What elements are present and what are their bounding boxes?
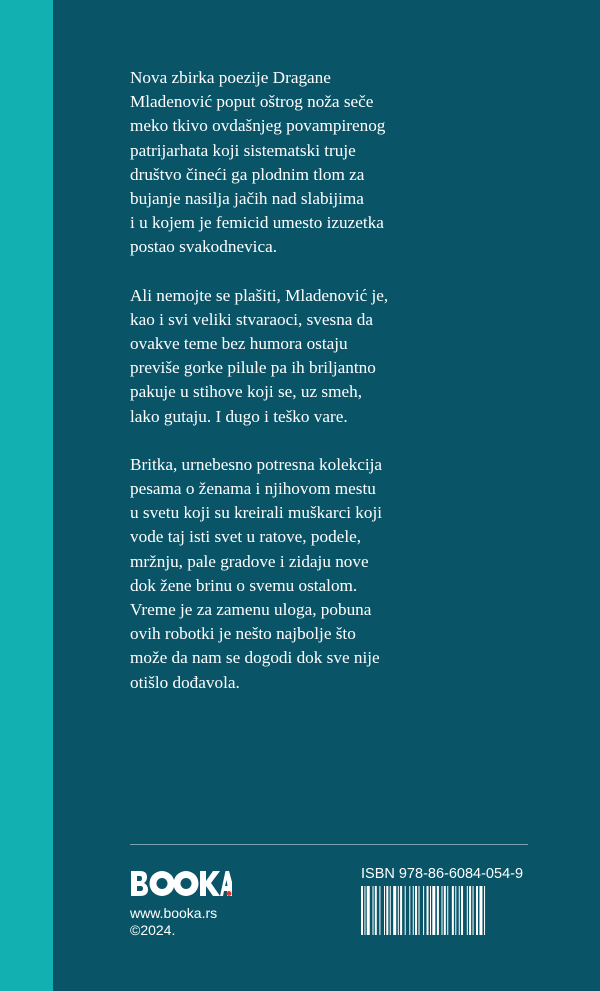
barcode-bar	[386, 886, 388, 935]
blurb-line: patrijarhata koji sistematski truje	[130, 140, 356, 160]
blurb-line: Vreme je za zamenu uloga, pobuna	[130, 600, 372, 620]
blurb-paragraph	[130, 284, 550, 429]
blurb-line: i u kojem je femicid umesto izuzetka	[130, 213, 384, 233]
blurb-paragraph	[130, 453, 550, 695]
barcode-bar	[432, 886, 435, 935]
barcode-bar	[442, 886, 443, 935]
barcode-bar	[461, 886, 463, 935]
barcode-bar	[473, 886, 474, 935]
back-cover-blurb	[130, 66, 550, 719]
barcode-bar	[409, 886, 410, 935]
spine-stripe	[0, 0, 53, 991]
blurb-line: pesama o ženama i njihovom mestu	[130, 479, 376, 499]
barcode-bar	[413, 886, 414, 935]
blurb-line: ovakve teme bez humora ostaju	[130, 334, 348, 354]
barcode-bar	[437, 886, 439, 935]
barcode-bar	[444, 886, 446, 935]
blurb-line: pakuje u stihove koji se, uz smeh,	[130, 382, 362, 402]
blurb-line: Ali nemojte se plašiti, Mladenović je,	[130, 285, 389, 305]
blurb-line: previše gorke pilule pa ih briljantno	[130, 358, 376, 378]
barcode-bar	[447, 886, 448, 935]
blurb-line: društvo čineći ga plodnim tlom za	[130, 164, 365, 184]
website-link[interactable]: www.booka.rs	[130, 905, 218, 921]
blurb-line: ovih robotki je nešto najbolje što	[130, 624, 356, 644]
barcode-bar	[476, 886, 478, 935]
barcode-bar	[452, 886, 454, 935]
barcode-bar	[384, 886, 385, 935]
barcode-bar	[375, 886, 377, 935]
barcode-bar	[405, 886, 406, 935]
barcode-bar	[364, 886, 365, 935]
barcode-bar	[367, 886, 370, 935]
isbn-label: ISBN 978-86-6084-054-9	[361, 866, 524, 882]
isbn-barcode	[361, 886, 528, 935]
barcode-bar	[415, 886, 417, 935]
barcode-bar	[419, 886, 420, 935]
barcode-bar	[427, 886, 429, 935]
blurb-line: kao i svi veliki stvaraoci, svesna da	[130, 309, 373, 329]
barcode-bar	[423, 886, 424, 935]
barcode-bar	[379, 886, 380, 935]
blurb-line: bujanje nasilja jačih nad slabijima	[130, 189, 364, 209]
barcode-bar	[459, 886, 460, 935]
barcode-bar	[390, 886, 391, 935]
blurb-line: vode taj isti svet u ratove, podele,	[130, 527, 362, 547]
booka-logo	[130, 868, 232, 898]
blurb-line: postao svakodnevica.	[130, 237, 278, 257]
blurb-line: Mladenović poput oštrog noža seče	[130, 92, 374, 112]
copyright-text: ©2024.	[130, 922, 176, 938]
barcode-bar	[479, 886, 482, 935]
blurb-line: Britka, urnebesno potresna kolekcija	[130, 454, 383, 474]
barcode-bar	[361, 886, 363, 935]
blurb-line: meko tkivo ovdašnjeg povampirenog	[130, 116, 386, 136]
barcode-bar	[467, 886, 468, 935]
barcode-bar	[455, 886, 456, 935]
blurb-paragraph	[130, 66, 550, 260]
blurb-line: može da nam se dogodi dok sve nije	[130, 648, 380, 668]
barcode-bar	[398, 886, 399, 935]
blurb-line: otišlo dođavola.	[130, 672, 240, 692]
barcode-bar	[430, 886, 431, 935]
barcode-bar	[484, 886, 485, 935]
divider-rule	[130, 844, 528, 845]
barcode-bar	[393, 886, 396, 935]
blurb-line: dok žene brinu o svemu ostalom.	[130, 575, 358, 595]
blurb-line: u svetu koji su kreirali muškarci koji	[130, 503, 383, 523]
blurb-line: Nova zbirka poezije Dragane	[130, 68, 331, 87]
barcode-bar	[373, 886, 374, 935]
barcode-bar	[400, 886, 402, 935]
publisher-info	[130, 905, 217, 939]
blurb-line: mržnju, pale gradove i zidaju nove	[130, 551, 369, 571]
barcode-bar	[469, 886, 471, 935]
blurb-line: lako gutaju. I dugo i teško vare.	[130, 406, 348, 426]
